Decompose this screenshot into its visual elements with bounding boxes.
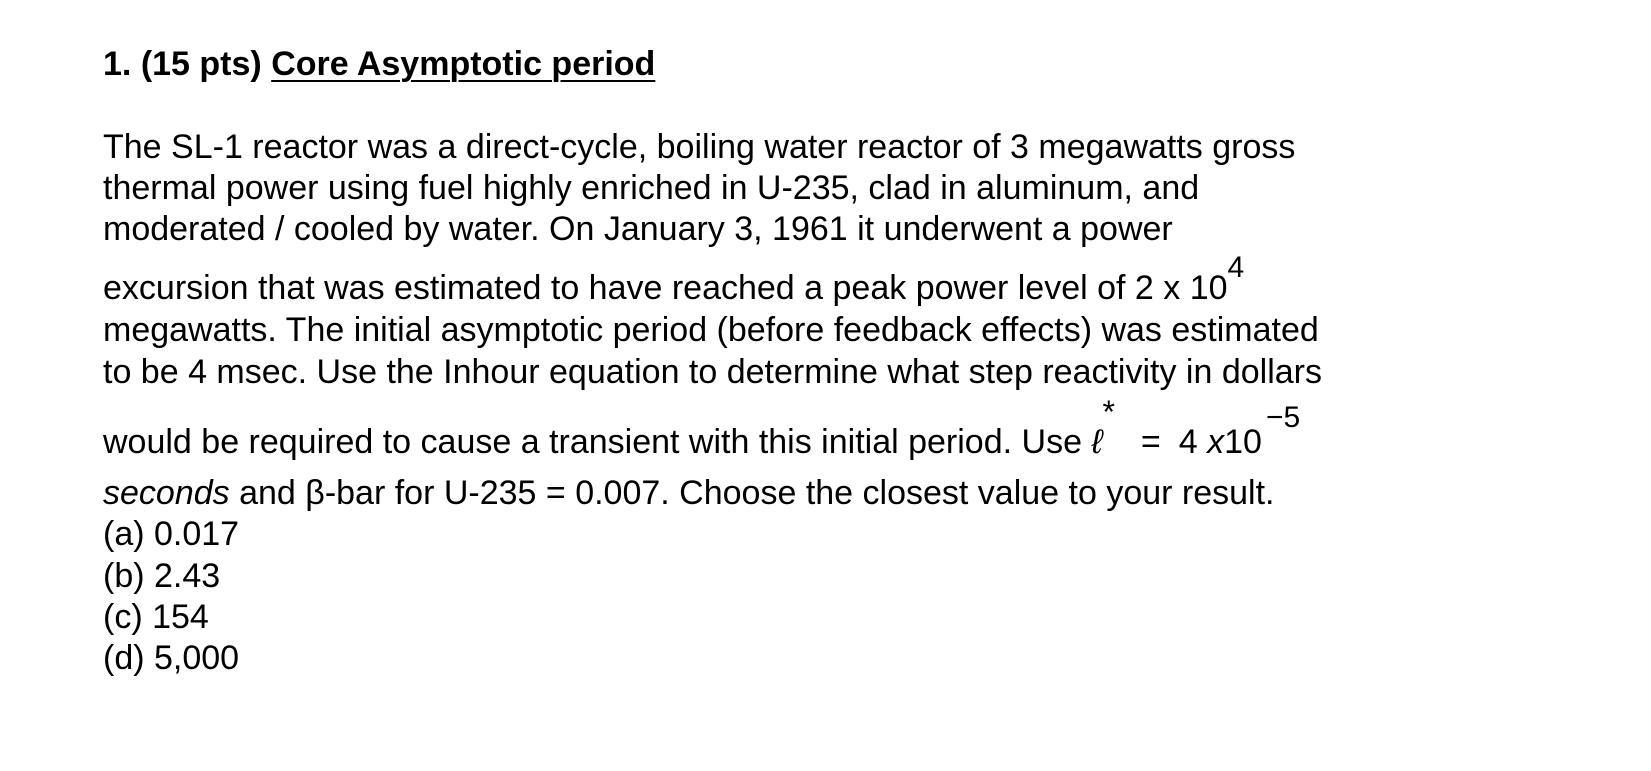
question-title: Core Asymptotic period	[271, 45, 656, 83]
base-ten: 10	[1224, 423, 1262, 461]
body-line-8	[103, 473, 1275, 513]
body-line-6: to be 4 msec. Use the Inhour equation to determine what step reactivity in dollars	[103, 353, 1322, 391]
option-a: (a) 0.017	[103, 515, 240, 553]
body-line-3: moderated / cooled by water. On January 3, 1961 it underwent a power	[103, 210, 1173, 248]
times-sign: x	[1207, 423, 1225, 461]
body-line-4-text: excursion that was estimated to have reached a peak power level of 2 x 10	[103, 269, 1228, 307]
generation-time-symbol: ℓ	[1091, 423, 1103, 461]
body-line-1: The SL-1 reactor was a direct-cycle, boiling water reactor of 3 megawatts gross	[103, 128, 1296, 166]
option-b: (b) 2.43	[103, 557, 221, 595]
option-c: (c) 154	[103, 598, 209, 636]
seconds-word: seconds	[103, 474, 230, 512]
equals-sign: =	[1140, 423, 1161, 461]
option-d: (d) 5,000	[103, 639, 240, 677]
coefficient: 4	[1178, 423, 1198, 461]
question-heading	[103, 44, 655, 84]
power-exponent: 4	[1227, 251, 1245, 284]
question-number: 1.	[103, 45, 132, 83]
negative-exponent: −5	[1265, 401, 1301, 434]
body-line-4	[103, 251, 1245, 310]
body-line-2: thermal power using fuel highly enriched in U-235, clad in aluminum, and	[103, 169, 1200, 207]
body-line-7	[103, 394, 1301, 464]
question-points: (15 pts)	[140, 45, 262, 83]
body-line-7-text: would be required to cause a transient with this initial period. Use	[103, 423, 1092, 461]
star-superscript: *	[1102, 394, 1115, 430]
body-line-8-text: and β-bar for U-235 = 0.007. Choose the closest value to your result.	[229, 474, 1275, 512]
body-line-5: megawatts. The initial asymptotic period (before feedback effects) was estimated	[103, 311, 1319, 349]
